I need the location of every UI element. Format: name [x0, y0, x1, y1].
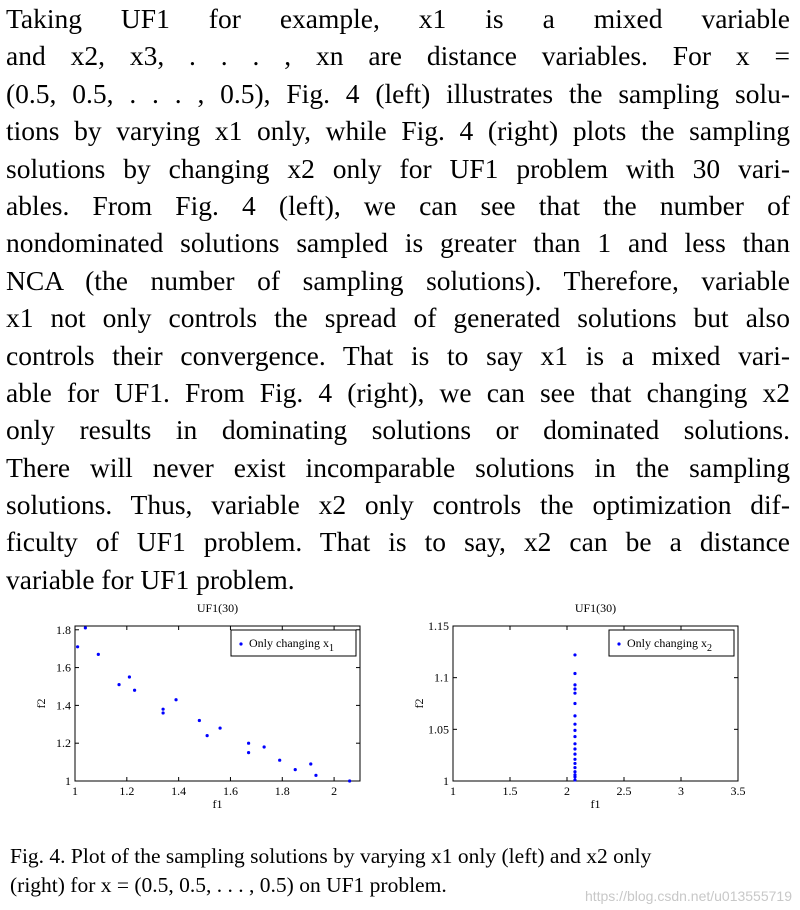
data-point: [84, 626, 87, 629]
x-tick-label: 3: [678, 784, 684, 798]
legend-label: Only changing $x_2$: [627, 636, 712, 654]
x-axis-label: f1: [212, 797, 223, 811]
y-tick-label: 1: [65, 774, 71, 788]
x-tick-label: 1.6: [222, 784, 238, 798]
y-tick-label: 1.6: [56, 660, 71, 675]
data-point: [294, 768, 297, 771]
legend-marker: [239, 642, 242, 645]
data-point: [573, 775, 576, 778]
data-point: [161, 711, 164, 714]
data-point: [97, 653, 100, 656]
data-point: [573, 778, 576, 781]
data-point: [161, 708, 164, 711]
data-point: [174, 698, 177, 701]
data-point: [573, 692, 576, 695]
x-tick-label: 2: [331, 784, 338, 798]
paragraph-line: tions by varying x1 only, while Fig. 4 (right) plots the sampling: [6, 115, 790, 147]
data-point: [309, 762, 312, 765]
paragraph-line: and x2, x3, . . . , xn are distance variables. For x =: [6, 40, 790, 72]
legend-marker: [617, 642, 620, 645]
legend-label: Only changing $x_1$: [249, 636, 334, 654]
data-point: [573, 766, 576, 769]
paragraph-line: variable for UF1 problem.: [6, 563, 295, 595]
data-point: [278, 759, 281, 762]
paragraph-line: ficulty of UF1 problem. That is to say, x2 can be a distance: [6, 526, 790, 558]
paragraph-line: solutions. Thus, variable x2 only controls the optimization dif-: [6, 489, 790, 521]
paragraph-line: nondominated solutions sampled is greater than 1 and less than: [6, 227, 790, 259]
y-tick-label: 1.8: [56, 622, 71, 637]
data-point: [573, 683, 576, 686]
data-point: [573, 702, 576, 705]
paragraph-line: only results in dominating solutions or dominated solutions.: [6, 414, 790, 446]
paragraph-line: solutions by changing x2 only for UF1 problem with 30 vari-: [6, 152, 790, 184]
data-point: [573, 753, 576, 756]
data-point: [573, 742, 576, 745]
data-point: [573, 770, 576, 773]
data-point: [314, 774, 317, 777]
data-point: [218, 726, 221, 729]
data-point: [133, 689, 136, 692]
paragraph-line: (0.5, 0.5, . . . , 0.5), Fig. 4 (left) illustrates the sampling solu-: [6, 77, 790, 109]
data-point: [247, 751, 250, 754]
data-point: [128, 675, 131, 678]
legend-subscript: 2: [707, 643, 712, 654]
watermark: https://blog.csdn.net/u013555719: [584, 888, 792, 904]
x-tick-label: 1: [450, 784, 456, 798]
x-tick-label: 3.5: [730, 784, 746, 798]
y-tick-label: 1.15: [428, 619, 449, 633]
y-axis-label: f2: [412, 698, 426, 709]
data-point: [573, 653, 576, 656]
x-tick-label: 2: [564, 784, 570, 798]
data-point: [573, 672, 576, 675]
paragraph-line: able for UF1. From Fig. 4 (right), we can see that changing x2: [6, 376, 790, 408]
y-tick-label: 1.4: [56, 698, 71, 713]
data-point: [198, 719, 201, 722]
chart-title: UF1(30): [196, 601, 239, 615]
data-point: [573, 729, 576, 732]
data-point: [76, 645, 79, 648]
y-tick-label: 1.05: [428, 722, 449, 737]
paragraph-line: NCA (the number of sampling solutions). Therefore, variable: [6, 264, 790, 296]
y-tick-label: 1.1: [434, 670, 449, 685]
x-tick-label: 1.2: [119, 784, 135, 798]
y-tick-label: 1: [443, 774, 449, 788]
x-tick-label: 2.5: [616, 784, 632, 798]
data-point: [117, 683, 120, 686]
x-axis-label: f1: [590, 797, 601, 811]
legend-subscript: 1: [329, 643, 334, 654]
paragraph-line: Taking UF1 for example, x1 is a mixed variable: [6, 3, 790, 34]
x-tick-label: 1: [72, 784, 78, 798]
caption-line: Fig. 4. Plot of the sampling solutions by varying x1 only (left) and x2 only: [10, 844, 652, 868]
body-paragraph: [6, 0, 790, 598]
data-point: [247, 742, 250, 745]
paragraph-line: ables. From Fig. 4 (left), we can see that the number of: [6, 189, 790, 221]
data-point: [263, 745, 266, 748]
data-point: [573, 714, 576, 717]
data-point: [573, 687, 576, 690]
data-point: [573, 747, 576, 750]
paragraph-line: There will never exist incomparable solutions in the sampling: [6, 451, 790, 483]
chart-title: UF1(30): [574, 601, 617, 615]
x-tick-label: 1.5: [502, 784, 518, 798]
data-point: [573, 723, 576, 726]
y-tick-label: 1.2: [56, 736, 71, 751]
y-axis-label: f2: [34, 698, 48, 709]
data-point: [206, 734, 209, 737]
x-tick-label: 1.8: [274, 784, 290, 798]
data-point: [573, 735, 576, 738]
paragraph-line: controls their convergence. That is to say x1 is a mixed vari-: [6, 339, 790, 371]
caption-line: (right) for x = (0.5, 0.5, . . . , 0.5) on UF1 problem.: [10, 873, 447, 897]
data-point: [348, 779, 351, 782]
x-tick-label: 1.4: [171, 784, 187, 798]
paragraph-line: x1 not only controls the spread of generated solutions but also: [6, 302, 790, 334]
data-point: [573, 758, 576, 761]
chart-left-uf1-x1: [30, 598, 375, 813]
chart-right-uf1-x2: [408, 598, 753, 813]
data-point: [573, 762, 576, 765]
